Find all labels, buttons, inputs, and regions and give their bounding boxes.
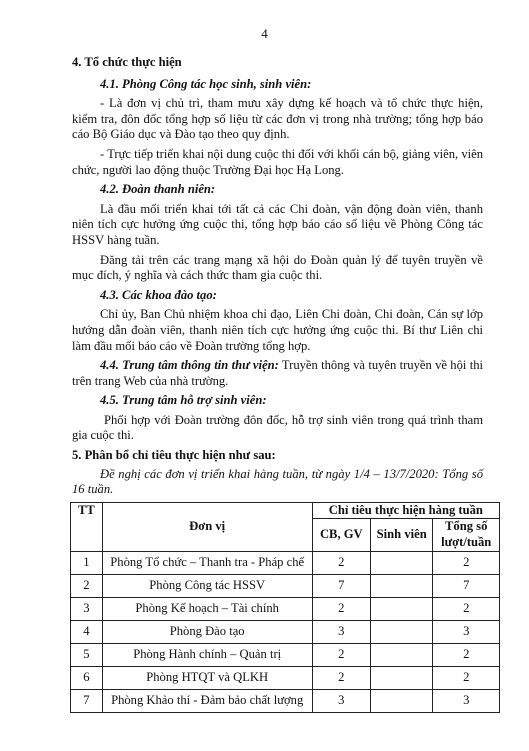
row-cb-gv: 2 xyxy=(312,597,370,620)
row-cb-gv: 3 xyxy=(312,620,370,643)
row-number: 2 xyxy=(71,574,103,597)
section-4-3-heading: 4.3. Các khoa đào tạo: xyxy=(100,287,217,302)
header-total: Tổng số lượt/tuần xyxy=(433,519,500,551)
table-body xyxy=(71,551,500,712)
section-4-2-paragraph-2: Đăng tải trên các trang mạng xã hội do Đoàn quản lý để tuyên truyền về mục đích, ý nghĩa và cách thức tham gia cuộc thi. xyxy=(72,252,483,283)
row-total: 2 xyxy=(433,666,500,689)
row-number: 4 xyxy=(71,620,103,643)
table-row xyxy=(71,643,500,666)
table-row xyxy=(71,574,500,597)
row-unit: Phòng Kế hoạch – Tài chính xyxy=(102,597,312,620)
row-total: 3 xyxy=(433,689,500,712)
row-students xyxy=(370,574,432,597)
row-students xyxy=(370,597,432,620)
table-header-row xyxy=(71,502,500,519)
row-cb-gv: 7 xyxy=(312,574,370,597)
row-total: 2 xyxy=(433,551,500,574)
section-4-1-paragraph-2: - Trực tiếp triển khai nội dung cuộc thi đối với khối cán bộ, giảng viên, viên chức, người lao động thuộc Trường Đại học Hạ Long. xyxy=(72,146,483,177)
row-total: 7 xyxy=(433,574,500,597)
row-number: 7 xyxy=(71,689,103,712)
row-unit: Phòng Công tác HSSV xyxy=(102,574,312,597)
row-students xyxy=(370,666,432,689)
row-unit: Phòng HTQT và QLKH xyxy=(102,666,312,689)
section-4-2-heading: 4.2. Đoàn thanh niên: xyxy=(100,182,216,197)
section-4-5-heading: 4.5. Trung tâm hỗ trợ sinh viên: xyxy=(100,393,267,408)
row-students xyxy=(370,620,432,643)
section-4-3-paragraph-1: Chỉ ủy, Ban Chủ nhiệm khoa chỉ đạo, Liên Chi đoàn, Chi đoàn, Cán sự lớp hướng dẫn đoàn viên, thanh niên tích cực hưởng ứng cuộc thi. Bí thư Liên chi làm đầu mối báo cáo về Đoàn trường tổng hợp. xyxy=(72,307,483,353)
table-row xyxy=(71,666,500,689)
row-unit: Phòng Tổ chức – Thanh tra - Pháp chế xyxy=(102,551,312,574)
page-number: 4 xyxy=(261,26,268,41)
section-4-title: 4. Tổ chức thực hiện xyxy=(72,55,182,69)
section-5-note: Đề nghị các đơn vị triển khai hàng tuần, từ ngày 1/4 – 13/7/2020: Tổng số 16 tuần. xyxy=(72,466,483,497)
row-unit: Phòng Khảo thí - Đảm bảo chất lượng xyxy=(102,689,312,712)
section-5-title: 5. Phân bổ chỉ tiêu thực hiện như sau: xyxy=(72,448,276,463)
row-unit: Phòng Đào tạo xyxy=(102,620,312,643)
row-students xyxy=(370,551,432,574)
row-students xyxy=(370,689,432,712)
row-number: 6 xyxy=(71,666,103,689)
row-cb-gv: 2 xyxy=(312,643,370,666)
table-row xyxy=(71,597,500,620)
row-total: 3 xyxy=(433,620,500,643)
row-number: 5 xyxy=(71,643,103,666)
header-tt: TT xyxy=(71,502,103,551)
table-row xyxy=(71,689,500,712)
row-total: 2 xyxy=(433,597,500,620)
section-4-4-paragraph xyxy=(72,358,483,389)
section-4-4-text: Truyền thông và tuyên truyền về hội thi trên trang Web của nhà trường. xyxy=(72,358,483,388)
section-4-5-paragraph-1: Phối hợp với Đoàn trường đôn đốc, hỗ trợ sinh viên trong quá trình tham gia cuộc thi. xyxy=(72,412,483,443)
row-students xyxy=(370,643,432,666)
row-total: 2 xyxy=(433,643,500,666)
page-content xyxy=(72,55,492,713)
section-4-1-heading: 4.1. Phòng Công tác học sinh, sinh viên: xyxy=(100,76,312,91)
header-students: Sinh viên xyxy=(370,519,432,551)
row-number: 3 xyxy=(71,597,103,620)
row-unit: Phòng Hành chính – Quản trị xyxy=(102,643,312,666)
header-unit: Đơn vị xyxy=(102,502,312,551)
row-number: 1 xyxy=(71,551,103,574)
quota-table xyxy=(70,502,500,713)
table-row xyxy=(71,620,500,643)
section-4-1-paragraph-1: - Là đơn vị chủ trì, tham mưu xây dựng kế hoạch và tổ chức thực hiện, kiểm tra, đôn đốc tổng hợp số liệu từ các đơn vị trong nhà trường; tổng hợp báo cáo Bộ Giáo dục và Đào tạo theo quy định. xyxy=(72,96,483,142)
row-cb-gv: 2 xyxy=(312,666,370,689)
header-cb-gv: CB, GV xyxy=(312,519,370,551)
header-weekly-quota: Chỉ tiêu thực hiện hàng tuần xyxy=(312,502,499,519)
section-4-2-paragraph-1: Là đầu mối triển khai tới tất cả các Chi đoàn, vận động đoàn viên, thanh niên tích cực hưởng ứng cuộc thi, tổng hợp báo cáo số liệu về Phòng Công tác HSSV hàng tuần. xyxy=(72,201,483,247)
section-4-4-heading: 4.4. Trung tâm thông tin thư viện: xyxy=(100,358,279,373)
table-row xyxy=(71,551,500,574)
row-cb-gv: 2 xyxy=(312,551,370,574)
row-cb-gv: 3 xyxy=(312,689,370,712)
